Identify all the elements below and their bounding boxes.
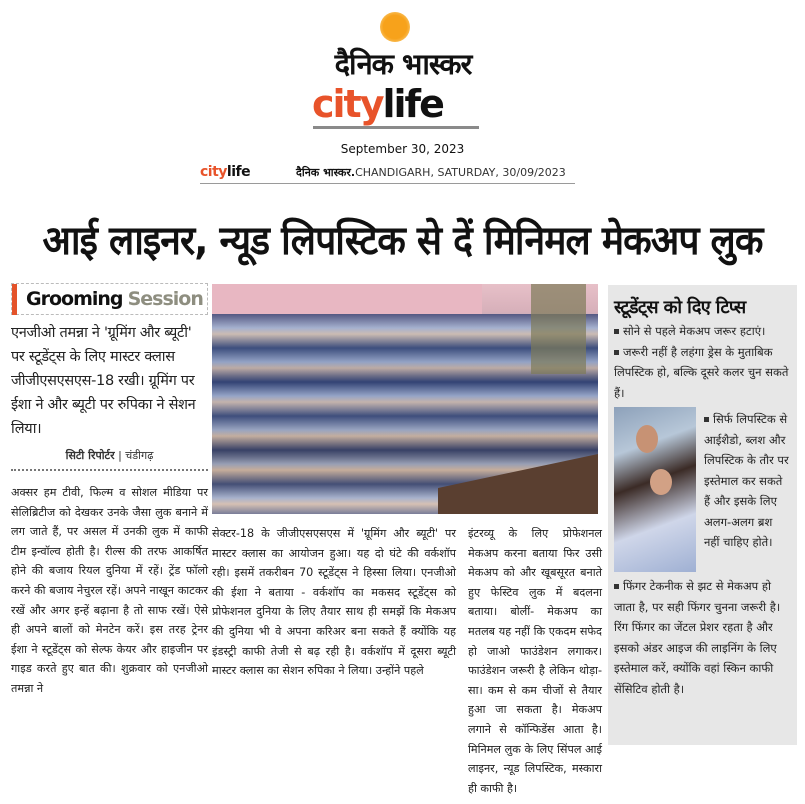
byline-reporter: सिटी रिपोर्टर [65,449,115,462]
left-column [11,283,208,699]
bullet-icon [614,350,619,355]
tip-text: जरूरी नहीं है लहंगा ड्रेस के मुताबिक लिपस्टिक हो, बल्कि दूसरे कलर चुन सकते हैं। [614,344,789,400]
tip-item [614,576,791,699]
bullet-icon [614,329,619,334]
logo-life: life [382,82,443,126]
strip-paper-name: दैनिक भास्कर. [296,166,356,179]
byline-place: चंडीगढ़ [125,449,154,462]
dotted-divider [11,469,208,471]
kicker-grooming: Grooming [26,288,123,310]
kicker-session: Session [127,288,203,310]
publication-date: September 30, 2023 [340,142,465,156]
sun-logo-icon [380,12,410,42]
article-body-left: अक्सर हम टीवी, फिल्म व सोशल मीडिया पर सेलिब्रिटीज को देखकर उनके जैसा लुक बनाने में लग जाते हैं, पर असल में उनकी लुक में काफी टीम इन्वॉल्व होती है। रील्स की तरफ आकर्षित होने की बजाय रियल दुनिया में रहें। ट्रेंड फॉलो करने की बजाय नेचुरल रहें। अपने नाखून काटकर रखें और अगर इन्हें बढ़ाना है तो साफ रखें। ऐसे ही अपने बालों को मेनटेन करें। इस तरह ट्रेनर ईशा ने स्टूडेंट्स को सेल्फ केयर और हाइजीन पर गाइड करते हुए बात की। शुक्रवार को एनजीओ तमन्ना ने [11,486,208,695]
tips-title: स्टूडेंट्स को दिए टिप्स [614,297,746,318]
photo-trainer-face [636,425,658,453]
tip-item [614,342,791,404]
strip-dateline [296,165,566,180]
strip-supplement-logo [200,164,250,180]
strip-dateline-text: CHANDIGARH, SATURDAY, 30/09/2023 [355,166,566,179]
photo-curtain [531,284,586,374]
tip-item [614,321,791,342]
strip-logo-city: city [200,164,227,180]
byline-separator: | [114,449,126,462]
makeup-demo-photo [614,407,696,572]
byline [11,448,208,463]
section-kicker [11,283,208,315]
article-body-middle-2: इंटरव्यू के लिए प्रोफेशनल मेकअप करना बताया फिर उसी मेकअप को और खूबसूरत बनाते हुए फेस्टिव लुक में बदलना बताया। बोलीं- मेकअप का मतलब यह नहीं कि एकदम सफेद हो जाओ फाउंडेशन लगाकर। फाउंडेशन जरूरी है लेकिन थोड़ा-सा। कम से कम चीजों से तैयार हुआ जा सकता है। मेकअप लगाने से कॉन्फिडेंस आता है। मिनिमल लुक के लिए सिंपल आई लाइनर, न्यूड लिपस्टिक, मस्कारा ही काफी है। [468,527,602,795]
photo-pink-wall [212,284,482,314]
tips-sidebar [608,285,797,745]
tip-text: सोने से पहले मेकअप जरूर हटाएं। [623,324,766,338]
article-intro: एनजीओ तमन्ना ने 'ग्रूमिंग और ब्यूटी' पर स्टूडेंट्स के लिए मास्टर क्लास जीजीएसएसएस-18 रखी। ग्रूमिंग पर ईशा ने और ब्यूटी पर रुपिका ने सेशन लिया। [11,325,196,437]
tip-text: सिर्फ लिपस्टिक से आईशैडो, ब्लश और लिपस्टिक के तौर पर इस्तेमाल कर सकते हैं और इसके लिए अलग-अलग ब्रश नहीं चाहिए होते। [704,412,789,549]
article-body-middle-1: सेक्टर-18 के जीजीएसएसएस में 'ग्रूमिंग और ब्यूटी' पर मास्टर क्लास का आयोजन हुआ। यह दो घंटे की वर्कशॉप रही। इसमें तकरीबन 70 स्टूडेंट्स ने हिस्सा लिया। एनजीओ की ईशा ने बताया - वर्कशॉप का मकसद स्टूडेंट्स को प्रोफेशनल दुनिया के लिए तैयार साथ ही समझें कि मेकअप की दुनिया भी वे अपना करिअर बना सकते हैं क्योंकि यह इंडस्ट्री काफी तेजी से बढ़ रही है। वर्कशॉप में दूसरा ब्यूटी मास्टर क्लास का सेशन रुपिका ने लिया। उन्होंने पहले [212,527,456,678]
masthead-supplement-logo [312,84,443,124]
bullet-icon [614,584,619,589]
classroom-students-photo [212,284,598,514]
masthead-rule [313,126,479,129]
tip-text: फिंगर टेकनीक से झट से मेकअप हो जाता है, पर सही फिंगर चुनना जरूरी है। रिंग फिंगर का जेंटल प्रेशर रहता है और इसको अंडर आइज की लाइनिंग के लिए इस्तेमाल करें, क्योंकि वहां स्किन काफी सेंसिटिव होती है। [614,579,781,696]
page-header-strip [200,162,575,184]
logo-city: city [312,82,383,126]
photo-student-face [650,469,672,495]
bullet-icon [704,417,709,422]
strip-logo-life: life [226,164,251,180]
masthead-paper-name: दैनिक भास्कर [334,47,472,81]
article-headline: आई लाइनर, न्यूड लिपस्टिक से दें मिनिमल मेकअप लुक [42,218,763,264]
